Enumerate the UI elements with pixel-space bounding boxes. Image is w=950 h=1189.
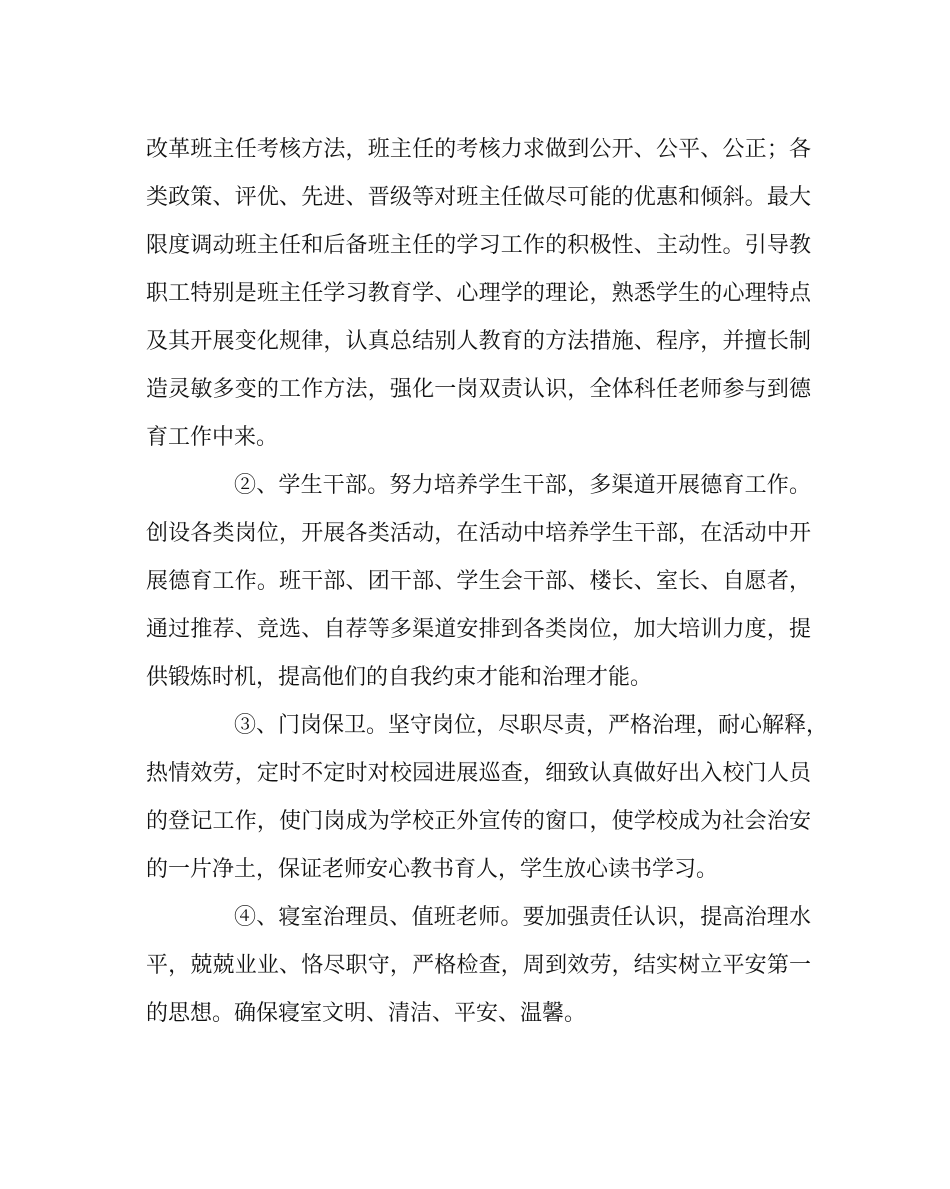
text-line: ③、门岗保卫。坚守岗位，尽职尽责，严格治理，耐心解释， <box>234 713 829 738</box>
document-body <box>146 126 829 1038</box>
text-line: ②、学生干部。努力培养学生干部，多渠道开展德育工作。 <box>234 473 811 498</box>
text-line: 的登记工作，使门岗成为学校正外宣传的窗口，使学校成为社会治安 <box>146 809 811 834</box>
text-line: ④、寝室治理员、值班老师。要加强责任认识，提高治理水 <box>234 905 811 930</box>
text-line: 限度调动班主任和后备班主任的学习工作的积极性、主动性。引导教 <box>146 233 811 258</box>
text-line: 的一片净土，保证老师安心教书育人，学生放心读书学习。 <box>146 857 719 882</box>
text-line: 及其开展变化规律，认真总结别人教育的方法措施、程序，并擅长制 <box>146 329 811 354</box>
text-line: 平，兢兢业业、恪尽职守，严格检查，周到效劳，结实树立平安第一 <box>146 953 811 978</box>
text-line: 造灵敏多变的工作方法，强化一岗双责认识，全体科任老师参与到德 <box>146 377 811 402</box>
text-line: 职工特别是班主任学习教育学、心理学的理论，熟悉学生的心理特点 <box>146 281 811 306</box>
text-line: 热情效劳，定时不定时对校园进展巡查，细致认真做好出入校门人员 <box>146 761 811 786</box>
text-line: 改革班主任考核方法，班主任的考核力求做到公开、公平、公正；各 <box>146 137 811 162</box>
text-line: 育工作中来。 <box>146 425 279 450</box>
text-line: 的思想。确保寝室文明、清洁、平安、温馨。 <box>146 1001 587 1026</box>
text-line: 类政策、评优、先进、晋级等对班主任做尽可能的优惠和倾斜。最大 <box>146 185 811 210</box>
paragraph-dorm-manager <box>146 894 811 1038</box>
paragraph-student-cadres <box>146 462 811 702</box>
paragraph-gate-guard <box>146 702 829 894</box>
text-line: 通过推荐、竞选、自荐等多渠道安排到各类岗位，加大培训力度，提 <box>146 617 811 642</box>
text-line: 创设各类岗位，开展各类活动，在活动中培养学生干部，在活动中开 <box>146 521 811 546</box>
text-line: 展德育工作。班干部、团干部、学生会干部、楼长、室长、自愿者， <box>146 569 811 594</box>
paragraph-class-teacher <box>146 126 811 462</box>
text-line: 供锻炼时机，提高他们的自我约束才能和治理才能。 <box>146 665 653 690</box>
